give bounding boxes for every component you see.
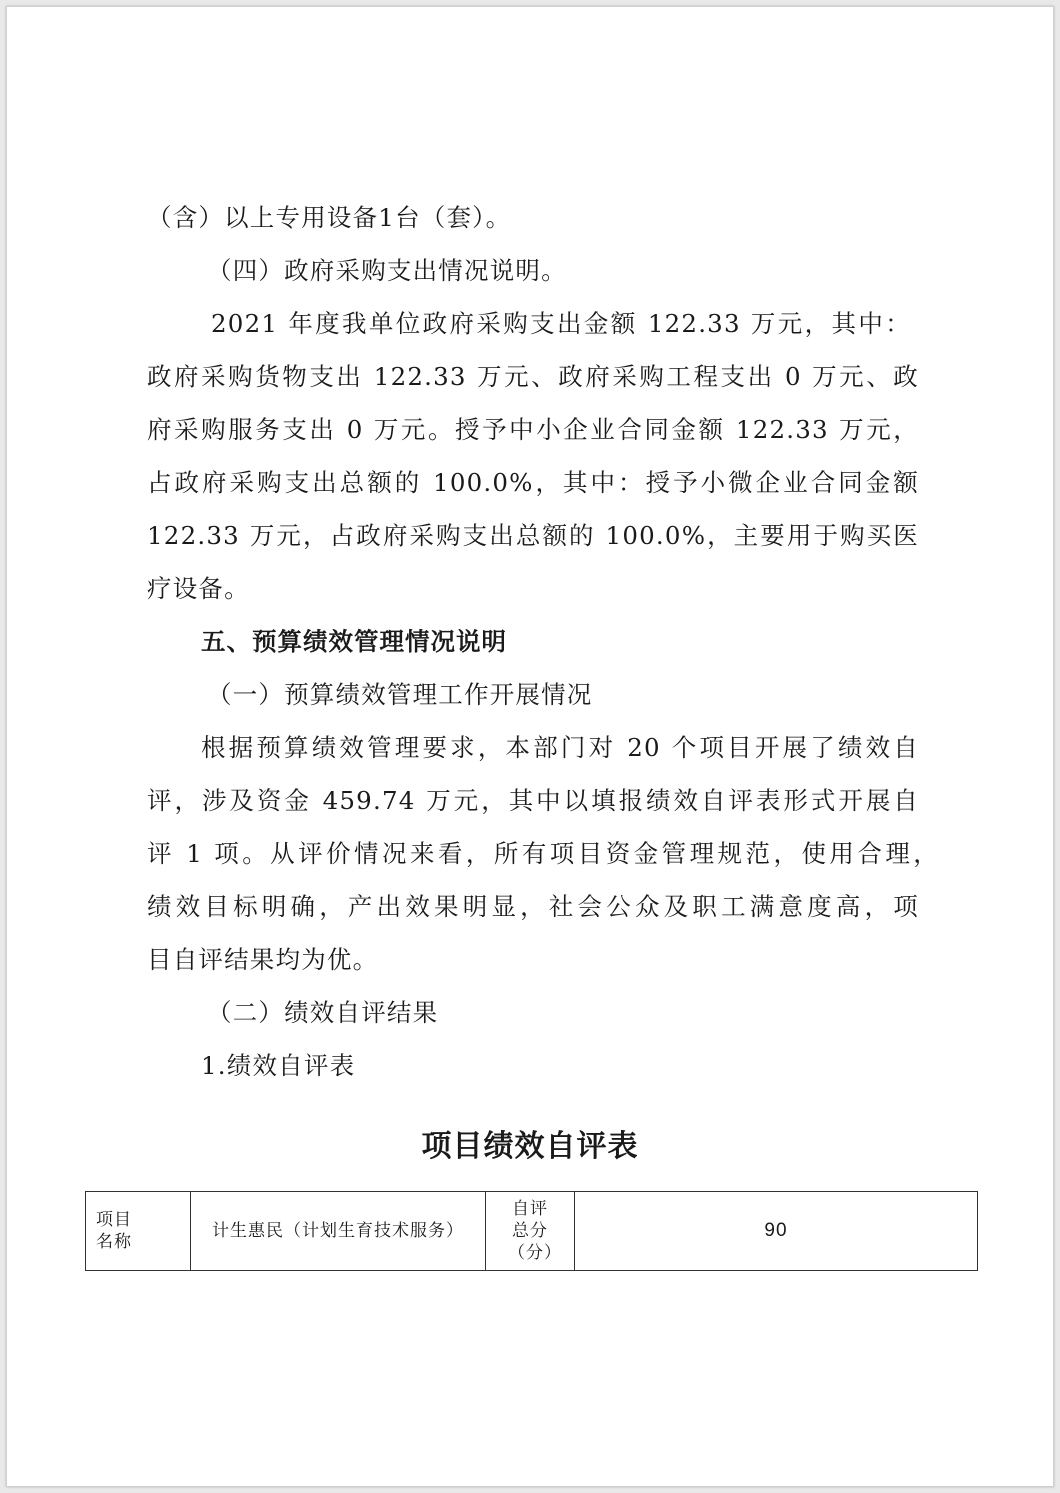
paragraph-line: 根据预算绩效管理要求，本部门对 20 个项目开展了绩效自 — [201, 733, 919, 762]
project-name-value: 计生惠民（计划生育技术服务） — [212, 1221, 464, 1241]
subsection-heading-2: （二）绩效自评结果 — [207, 998, 439, 1027]
paragraph-line: 府采购服务支出 0 万元。授予中小企业合同金额 122.33 万元， — [147, 415, 919, 444]
paragraph-line: 目自评结果均为优。 — [147, 945, 379, 974]
score-value: 90 — [764, 1220, 788, 1241]
paragraph-line: 评，涉及资金 459.74 万元，其中以填报绩效自评表形式开展自 — [147, 786, 919, 815]
score-label-cell — [486, 1192, 575, 1271]
subsection-heading-1: （一）预算绩效管理工作开展情况 — [207, 680, 593, 709]
table-title: 项目绩效自评表 — [421, 1129, 639, 1164]
paragraph-line: 122.33 万元，占政府采购支出总额的 100.0%，主要用于购买医 — [147, 521, 919, 550]
paragraph-line: （含）以上专用设备1台（套）。 — [147, 203, 512, 232]
subsection-heading-4: （四）政府采购支出情况说明。 — [207, 256, 567, 285]
paragraph-line: 疗设备。 — [147, 574, 250, 603]
score-value-cell — [575, 1192, 978, 1271]
section-heading-5: 五、预算绩效管理情况说明 — [201, 627, 507, 656]
project-name-label-cell — [86, 1192, 191, 1271]
paragraph-line: 评 1 项。从评价情况来看，所有项目资金管理规范，使用合理， — [147, 839, 939, 868]
paragraph-line: 占政府采购支出总额的 100.0%，其中：授予小微企业合同金额 — [147, 468, 919, 497]
evaluation-table — [85, 1191, 978, 1271]
project-name-value-cell — [191, 1192, 486, 1271]
paragraph-line: 2021 年度我单位政府采购支出金额 122.33 万元，其中： — [211, 309, 911, 338]
list-item: 1.绩效自评表 — [201, 1051, 356, 1080]
score-label: 自评总分（分） — [508, 1199, 562, 1263]
project-name-label: 项目名称 — [96, 1210, 132, 1252]
paragraph-line: 绩效目标明确，产出效果明显，社会公众及职工满意度高，项 — [147, 892, 919, 921]
document-page — [6, 6, 1054, 1487]
table-row — [86, 1192, 978, 1271]
paragraph-line: 政府采购货物支出 122.33 万元、政府采购工程支出 0 万元、政 — [147, 362, 919, 391]
